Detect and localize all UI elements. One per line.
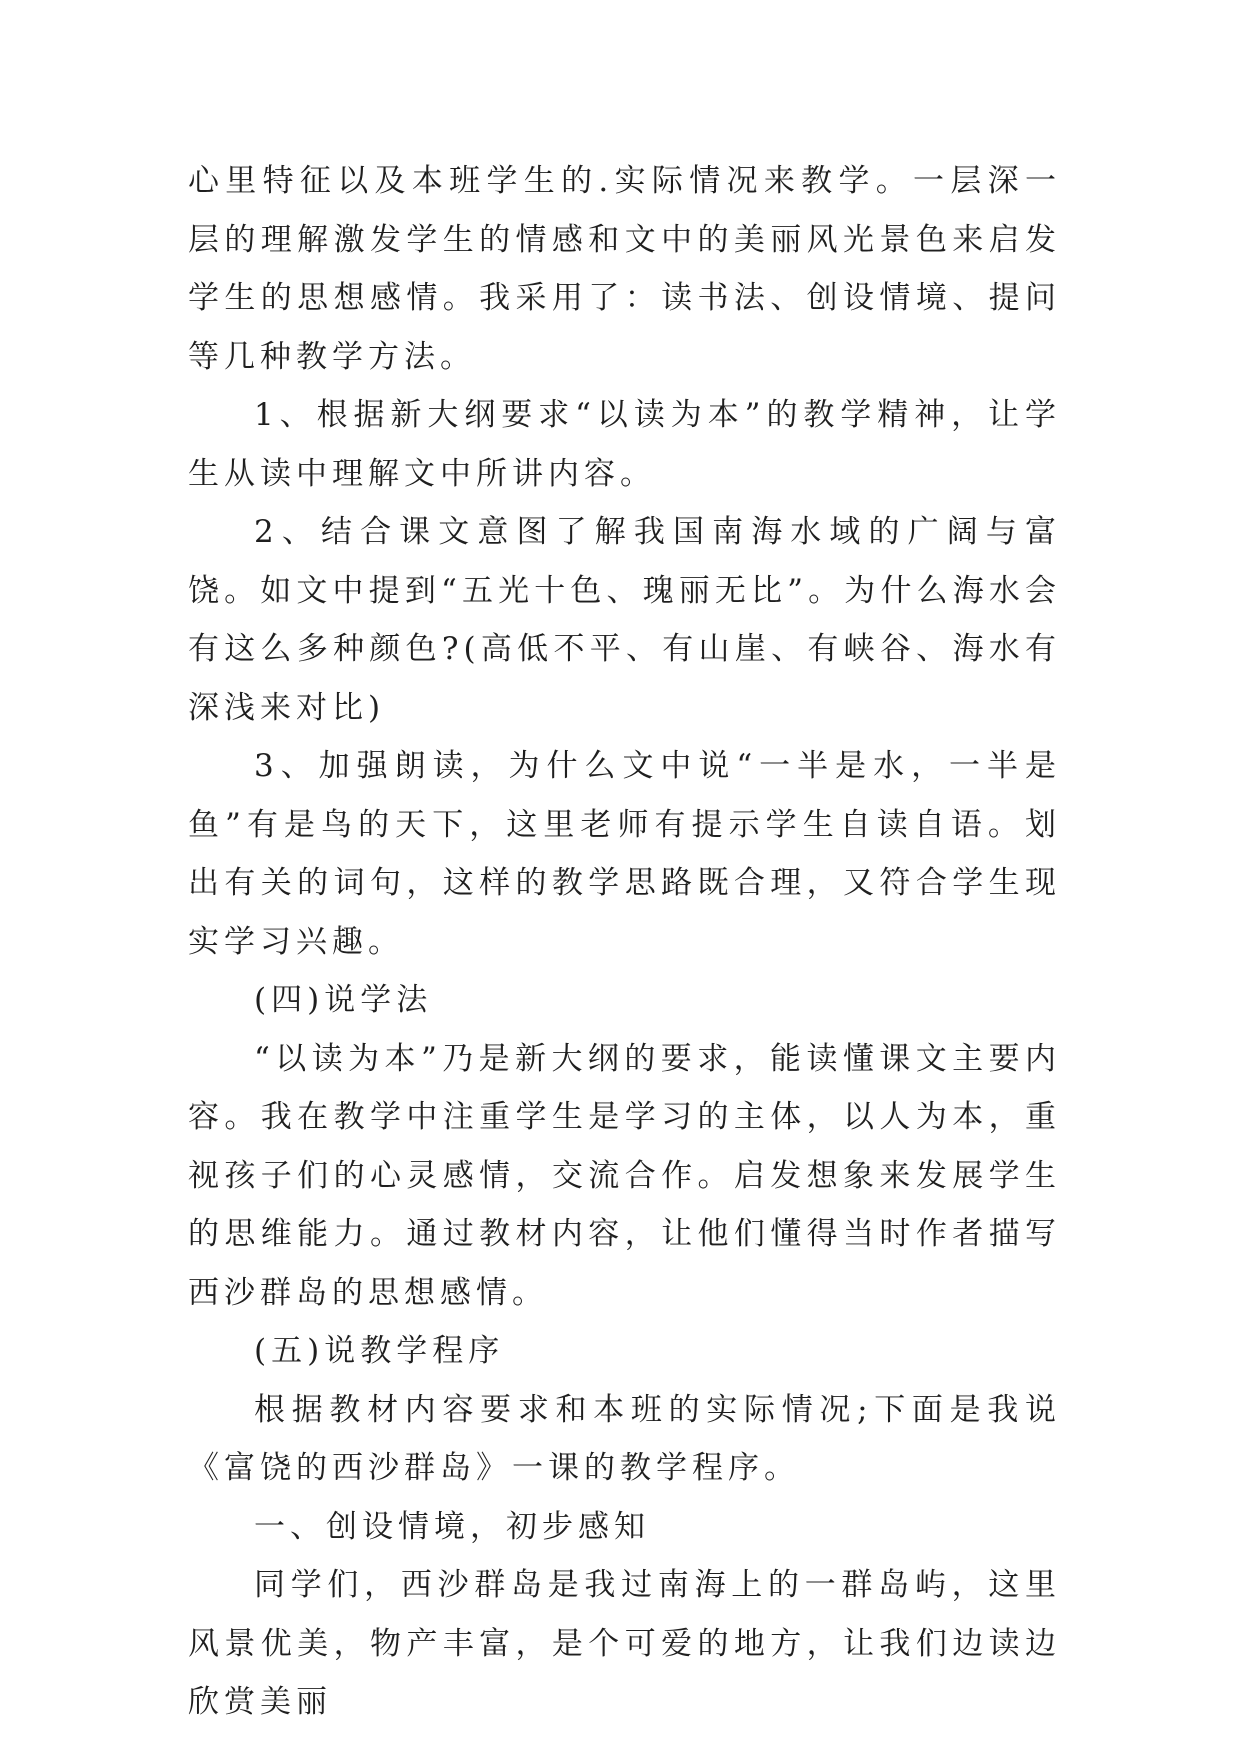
section-heading-learning-method: (四)说学法 <box>254 982 433 1018</box>
paragraph-teaching-method-intro: 心里特征以及本班学生的.实际情况来教学。一层深一层的理解激发学生的情感和文中的美丽风光景色来启发学生的思想感情。我采用了：读书法、创设情境、提问等几种教学方法。 <box>188 163 1061 375</box>
paragraph-point-1: 1、根据新大纲要求“以读为本”的教学精神，让学生从读中理解文中所讲内容。 <box>188 397 1061 492</box>
paragraph-learning-method: “以读为本”乃是新大纲的要求，能读懂课文主要内容。我在教学中注重学生是学习的主体，以人为本，重视孩子们的心灵感情，交流合作。启发想象来发展学生的思维能力。通过教材内容，让他们懂得当时作者描写西沙群岛的思想感情。 <box>188 1040 1061 1311</box>
paragraph-procedure-intro: 根据教材内容要求和本班的实际情况;下面是我说《富饶的西沙群岛》一课的教学程序。 <box>188 1391 1061 1486</box>
paragraph-point-3: 3、加强朗读，为什么文中说“一半是水，一半是鱼”有是鸟的天下，这里老师有提示学生自读自语。划出有关的词句，这样的教学思路既合理，又符合学生现实学习兴趣。 <box>188 748 1061 960</box>
paragraph-step-1-body: 同学们，西沙群岛是我过南海上的一群岛屿，这里风景优美，物产丰富，是个可爱的地方，让我们边读边欣赏美丽 <box>188 1567 1061 1720</box>
section-heading-teaching-procedure: (五)说教学程序 <box>254 1333 505 1369</box>
subsection-heading-step-1: 一、创设情境，初步感知 <box>254 1508 650 1545</box>
paragraph-point-2: 2、结合课文意图了解我国南海水域的广阔与富饶。如文中提到“五光十色、瑰丽无比”。为什么海水会有这么多种颜色?(高低不平、有山崖、有峡谷、海水有深浅来对比) <box>188 514 1061 726</box>
